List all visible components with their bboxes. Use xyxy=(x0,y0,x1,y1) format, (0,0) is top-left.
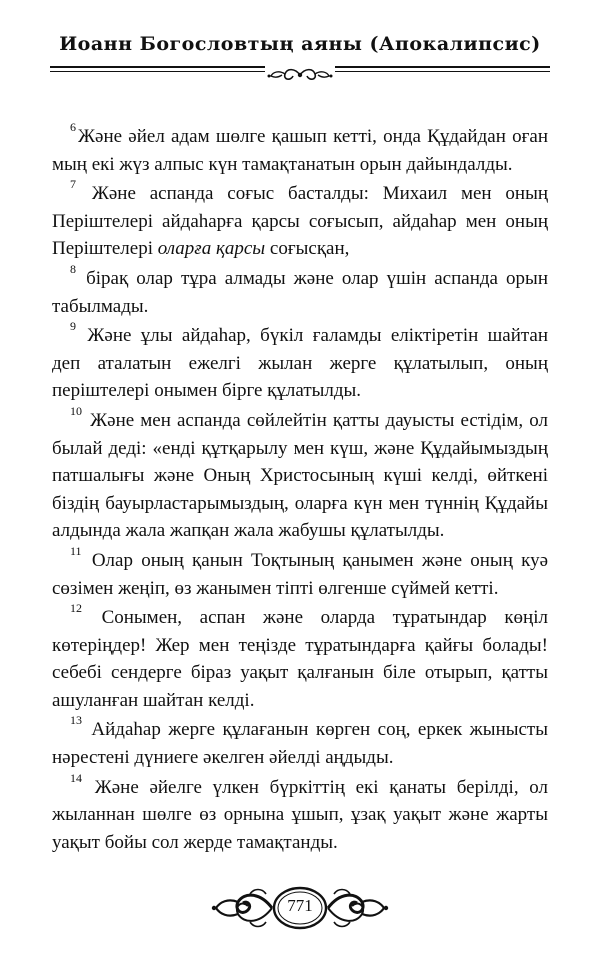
verse-text: Сонымен, аспан және оларда тұратындар көңіл көтеріңдер! Жер мен теңізде тұратындарға қайғы болады! себебі сендерге біраз уақыт қалғанын біле отырып, қатты ашуланған шайтан келді. xyxy=(52,607,548,711)
verse-number: 9 xyxy=(70,319,76,334)
header-ornament-icon xyxy=(265,64,335,86)
verse-text: Айдаһар жерге құлағанын көрген соң, еркек жынысты нәрестені дүниеге әкелген әйелді аңдыды. xyxy=(52,719,549,769)
verse-number: 8 xyxy=(70,261,76,276)
verse-text: Және әйелге үлкен бүркіттің екі қанаты берілді, ол жыланнан шөлге өз орнына ұшып, ұзақ уақыт және жарты уақыт бойы сол жерде тамақтанды. xyxy=(52,776,548,853)
verse-6 xyxy=(52,120,548,178)
verse-text: Және әйел адам шөлге қашып кетті, онда Құдайдан оған мың екі жүз алпыс күн тамақтанатын орын дайындалды. xyxy=(52,126,548,175)
verse-number: 7 xyxy=(70,177,76,192)
verse-11 xyxy=(52,543,548,602)
verse-7 xyxy=(52,177,548,263)
verse-number: 14 xyxy=(70,770,82,785)
scripture-body xyxy=(52,120,549,858)
verse-number: 13 xyxy=(70,713,82,728)
verse-14 xyxy=(52,770,548,857)
verse-number: 11 xyxy=(70,543,82,558)
verse-number: 10 xyxy=(70,403,82,418)
verse-text: Және мен аспанда сөйлейтін қатты дауысты естідім, ол былай деді: «енді құтқарылу мен күш, және Құдайымыздың патшалығы және Оның Христосының күші келді, өйткені біздің бауырластарымыздың, оларға күн мен түннің Құдайы алдында жала жапқан жала жабушы құлатылды. xyxy=(52,409,549,542)
verse-text: Олар оның қанын Тоқтының қанымен және оның куә сөзімен жеңіп, өз жанымен тіпті өлгенше сүймей кетті. xyxy=(52,549,548,599)
verse-number: 12 xyxy=(70,601,82,616)
verse-italic-text: оларға қарсы xyxy=(157,238,266,260)
verse-text: Және ұлы айдаһар, бүкіл ғаламды еліктіретін шайтан деп аталатын ежелгі жылан жерге құлатылып, оның періштелері онымен бірге құлатылды. xyxy=(52,325,549,402)
verse-text: Және аспанда соғыс басталды: Михаил мен оның Періштелері айдаһарға қарсы соғысып, айдаһар мен оның Періштелері xyxy=(52,183,548,260)
page-number: 771 xyxy=(287,896,313,915)
verse-text: соғысқан, xyxy=(265,238,350,260)
running-header-title: Иоанн Богословтың аяны (Апокалипсис) xyxy=(59,33,541,55)
verse-8 xyxy=(52,261,548,320)
verse-text: бірақ олар тұра алмады және олар үшін аспанда орын табылмады. xyxy=(52,267,548,317)
verse-10 xyxy=(52,403,549,545)
verse-12 xyxy=(52,601,548,714)
verse-number: 6 xyxy=(70,120,76,134)
verse-13 xyxy=(52,713,549,771)
verse-9 xyxy=(52,319,549,405)
